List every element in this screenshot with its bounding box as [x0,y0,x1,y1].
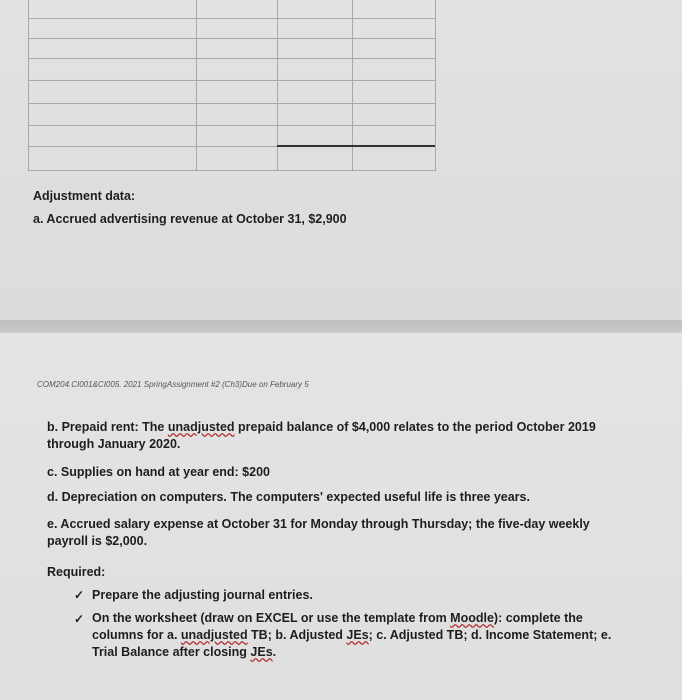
page-gap [0,320,682,333]
course-header: COM204.CI001&CI005. 2021 SpringAssignment #2 (Ch3)Due on February 5 [37,380,309,389]
required-label: Required: [47,565,106,579]
bullet-1: Prepare the adjusting journal entries. [92,588,313,602]
item-b-line1: b. Prepaid rent: The unadjusted prepaid balance of $4,000 relates to the period October 2019 [47,420,596,434]
item-c: c. Supplies on hand at year end: $200 [47,465,270,479]
item-e-line2: payroll is $2,000. [47,534,148,548]
checkmark-icon: ✓ [74,588,85,602]
bullet-2-line1: On the worksheet (draw on EXCEL or use the template from Moodle): complete the [92,611,583,625]
lower-page [0,333,682,700]
item-d: d. Depreciation on computers. The computers' expected useful life is three years. [47,490,530,504]
checkmark-icon: ✓ [74,612,85,626]
item-e-line1: e. Accrued salary expense at October 31 for Monday through Thursday; the five-day weekly [47,517,590,531]
bullet-2-line3: Trial Balance after closing JEs. [92,645,277,659]
upper-page [0,0,682,320]
bullet-2-line2: columns for a. unadjusted TB; b. Adjusted JEs; c. Adjusted TB; d. Income Statement; e. [92,628,612,642]
worksheet-table [28,0,436,172]
adjustment-heading: Adjustment data: [33,189,136,203]
item-a: a. Accrued advertising revenue at October 31, $2,900 [33,212,347,226]
item-b-line2: through January 2020. [47,437,181,451]
